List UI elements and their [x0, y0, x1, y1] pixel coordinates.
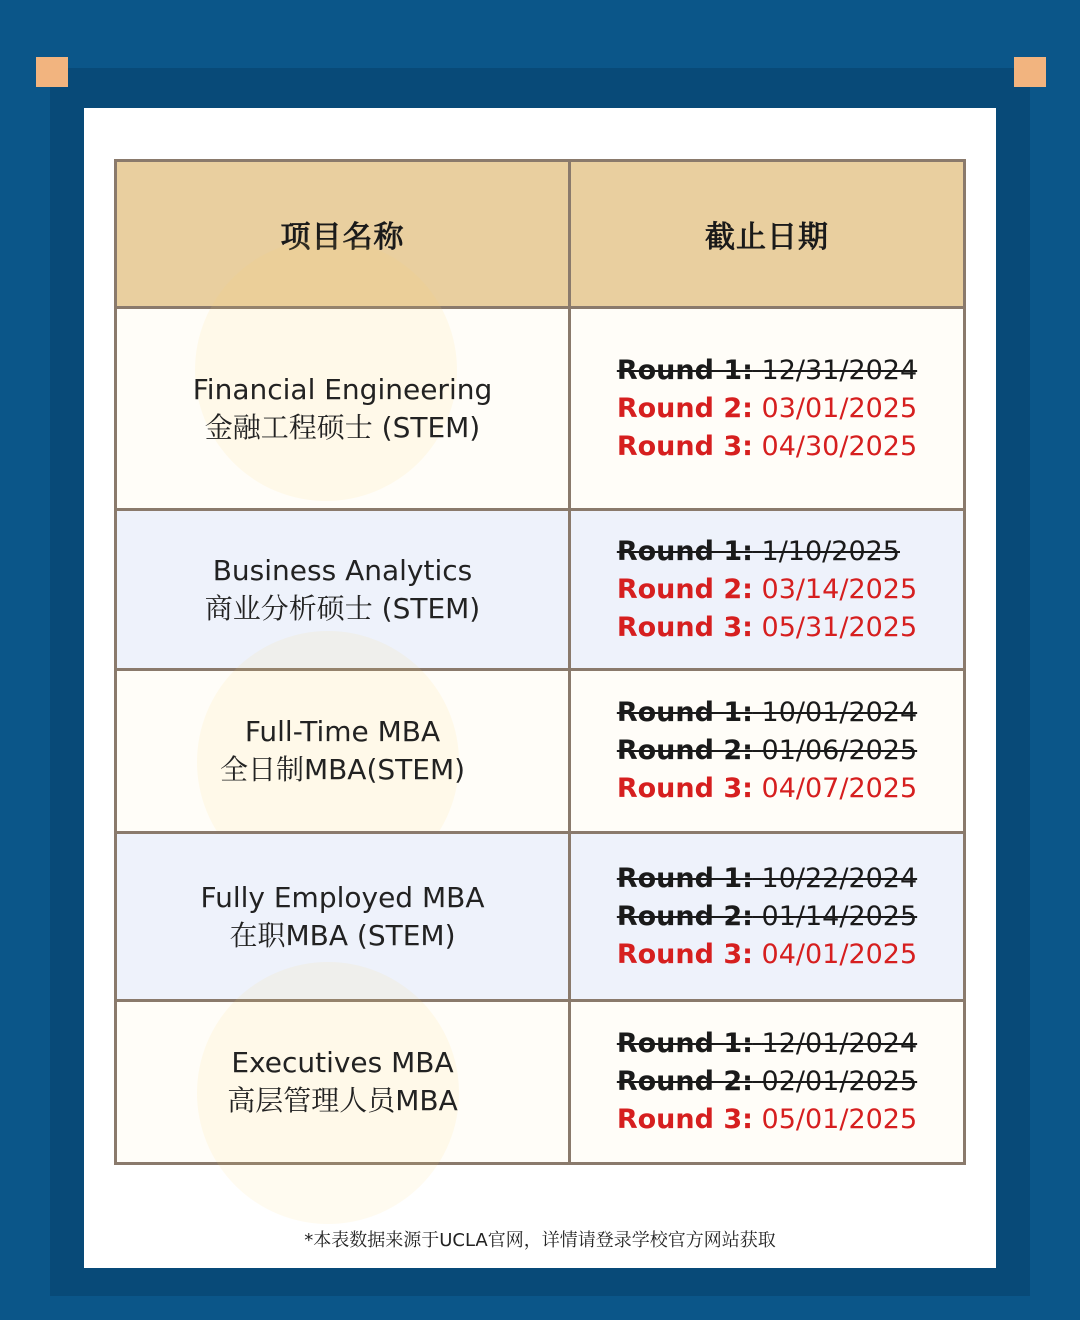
program-cell — [117, 834, 571, 999]
deadline-round-1: Round 1: 12/01/2024 — [616, 1028, 918, 1059]
deadline-round-2: Round 2: 03/14/2025 — [616, 573, 918, 605]
program-name-cn: 商业分析硕士 (STEM) — [204, 591, 481, 625]
header-program-label: 项目名称 — [280, 220, 405, 255]
deadline-round-2: Round 2: 01/14/2025 — [616, 900, 918, 932]
deadline-round-3: Round 3: 05/31/2025 — [616, 611, 918, 643]
program-name-cn: 全日制MBA(STEM) — [219, 753, 466, 786]
program-name: Financial Engineering — [192, 372, 493, 406]
table-row — [117, 999, 963, 1162]
program-name-cn: 高层管理人员MBA — [227, 1084, 458, 1117]
deadline-cell — [571, 309, 963, 508]
program-name: Full-Time MBA — [244, 715, 441, 748]
deadline-round-1: Round 1: 12/31/2024 — [616, 354, 918, 386]
corner-square-left — [36, 57, 68, 87]
table-header-row — [117, 162, 963, 306]
deadline-round-2: Round 2: 02/01/2025 — [616, 1066, 918, 1097]
deadline-round-2: Round 2: 03/01/2025 — [616, 392, 918, 424]
table-row — [117, 668, 963, 831]
program-cell — [117, 1002, 571, 1162]
header-deadline-label: 截止日期 — [705, 220, 829, 255]
program-name-cn: 在职MBA (STEM) — [229, 918, 456, 952]
deadline-cell — [571, 511, 963, 668]
deadline-cell — [571, 834, 963, 999]
deadline-round-2: Round 2: 01/06/2025 — [616, 735, 918, 766]
program-cell — [117, 511, 571, 668]
table-row — [117, 508, 963, 668]
deadline-round-3: Round 3: 04/07/2025 — [616, 773, 918, 804]
program-name: Executives MBA — [231, 1046, 454, 1079]
deadline-round-3: Round 3: 05/01/2025 — [616, 1104, 918, 1135]
program-cell — [117, 309, 571, 508]
header-program — [117, 162, 571, 306]
deadline-round-3: Round 3: 04/01/2025 — [616, 938, 918, 970]
deadline-cell — [571, 1002, 963, 1162]
deadline-round-1: Round 1: 10/01/2024 — [616, 697, 918, 728]
deadline-round-3: Round 3: 04/30/2025 — [616, 430, 918, 462]
source-footnote: *本表数据来源于UCLA官网，详情请登录学校官方网站获取 — [304, 1230, 776, 1251]
table-row — [117, 306, 963, 508]
program-name: Fully Employed MBA — [200, 880, 485, 914]
program-name-cn: 金融工程硕士 (STEM) — [204, 410, 481, 444]
table-row — [117, 831, 963, 999]
deadline-cell — [571, 671, 963, 831]
program-cell — [117, 671, 571, 831]
deadline-table — [114, 159, 966, 1165]
header-deadline — [571, 162, 963, 306]
program-name: Business Analytics — [212, 553, 473, 587]
corner-square-right — [1014, 57, 1046, 87]
deadline-round-1: Round 1: 1/10/2025 — [616, 535, 900, 567]
document-card — [84, 108, 996, 1268]
deadline-round-1: Round 1: 10/22/2024 — [616, 862, 918, 894]
